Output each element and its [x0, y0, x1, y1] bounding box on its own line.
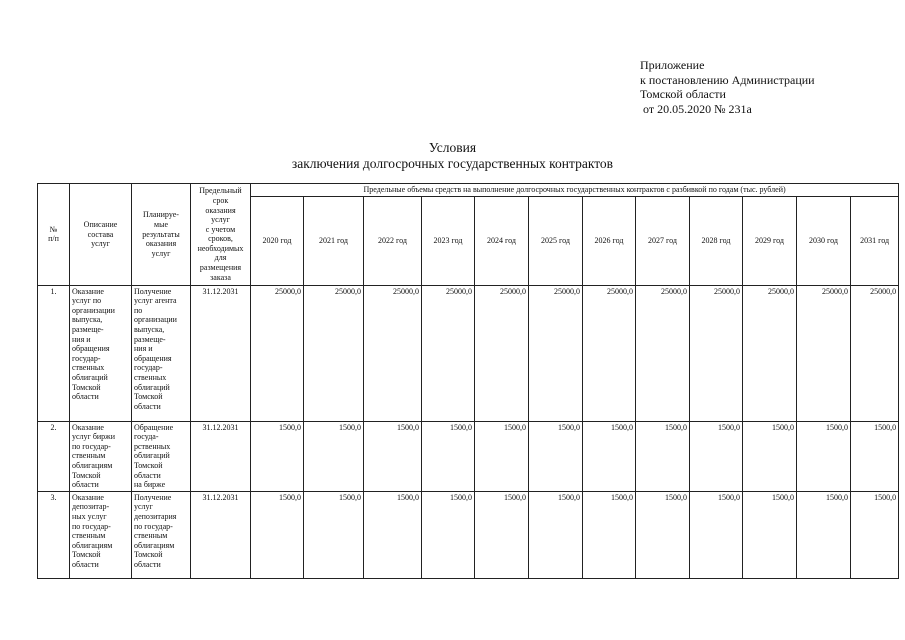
title-line-2: заключения долгосрочных государственных контрактов	[291, 156, 614, 171]
year-value-cell: 25000,0	[529, 285, 583, 421]
service-description: Оказание услуг по организации выпуска, размеще- ния и обращения государ- ственных облигаций Томской области	[70, 285, 132, 421]
year-value-cell: 25000,0	[636, 285, 690, 421]
year-value-cell: 1500,0	[743, 491, 797, 578]
header-year: 2025 год	[529, 196, 583, 285]
header-year: 2029 год	[743, 196, 797, 285]
title-line-1: Условия	[428, 140, 477, 155]
header-results: Планируе- мые результаты оказания услуг	[132, 184, 191, 286]
header-year: 2020 год	[251, 196, 304, 285]
header-year: 2023 год	[422, 196, 475, 285]
appendix-line: от 20.05.2020 № 231а	[640, 101, 752, 116]
year-value-cell: 25000,0	[583, 285, 636, 421]
header-num: № п/п	[38, 184, 70, 286]
year-value-cell: 25000,0	[475, 285, 529, 421]
table-row	[38, 285, 899, 421]
year-value-cell: 1500,0	[251, 491, 304, 578]
appendix-line: Приложение	[640, 58, 705, 72]
year-value-cell: 1500,0	[583, 421, 636, 491]
year-value-cell: 25000,0	[364, 285, 422, 421]
appendix-line: к постановлению Администрации	[640, 72, 815, 87]
year-value-cell: 1500,0	[475, 491, 529, 578]
year-value-cell: 1500,0	[422, 421, 475, 491]
year-value-cell: 1500,0	[304, 491, 364, 578]
header-deadline: Предельный срок оказания услуг с учетом сроков, необходимых для размещения заказа	[191, 184, 251, 286]
year-value-cell: 1500,0	[636, 491, 690, 578]
planned-results: Обращение госуда- рственных облигаций Томской области на бирже	[132, 421, 191, 491]
contracts-table	[37, 183, 899, 579]
year-value-cell: 1500,0	[529, 421, 583, 491]
deadline-cell: 31.12.2031	[191, 285, 251, 421]
year-value-cell: 25000,0	[851, 285, 899, 421]
header-year: 2030 год	[797, 196, 851, 285]
year-value-cell: 1500,0	[851, 491, 899, 578]
year-value-cell: 1500,0	[583, 491, 636, 578]
year-value-cell: 1500,0	[743, 421, 797, 491]
row-number: 3.	[38, 491, 70, 578]
header-year: 2024 год	[475, 196, 529, 285]
document-title	[0, 140, 905, 172]
header-year: 2028 год	[690, 196, 743, 285]
year-value-cell: 1500,0	[797, 421, 851, 491]
header-year: 2022 год	[364, 196, 422, 285]
year-value-cell: 1500,0	[364, 491, 422, 578]
year-value-cell: 1500,0	[529, 491, 583, 578]
year-value-cell: 25000,0	[304, 285, 364, 421]
table-row	[38, 491, 899, 578]
year-value-cell: 1500,0	[422, 491, 475, 578]
year-value-cell: 25000,0	[743, 285, 797, 421]
year-value-cell: 1500,0	[636, 421, 690, 491]
row-number: 1.	[38, 285, 70, 421]
year-value-cell: 1500,0	[690, 491, 743, 578]
appendix-note	[640, 58, 815, 116]
year-value-cell: 1500,0	[797, 491, 851, 578]
header-year: 2031 год	[851, 196, 899, 285]
deadline-cell: 31.12.2031	[191, 491, 251, 578]
table-row	[38, 421, 899, 491]
year-value-cell: 1500,0	[690, 421, 743, 491]
appendix-line: Томской области	[640, 87, 726, 101]
planned-results: Получение услуг агента по организации выпуска, размеще- ния и обращения государ- ственных облигаций Томской области	[132, 285, 191, 421]
deadline-cell: 31.12.2031	[191, 421, 251, 491]
year-value-cell: 1500,0	[851, 421, 899, 491]
year-value-cell: 25000,0	[422, 285, 475, 421]
header-year: 2021 год	[304, 196, 364, 285]
row-number: 2.	[38, 421, 70, 491]
header-volumes: Предельные объемы средств на выполнение долгосрочных государственных контрактов с разбивкой по годам (тыс. рублей)	[251, 184, 899, 197]
year-value-cell: 25000,0	[797, 285, 851, 421]
service-description: Оказание депозитар- ных услуг по государ- ственным облигациям Томской области	[70, 491, 132, 578]
year-value-cell: 1500,0	[364, 421, 422, 491]
service-description: Оказание услуг биржи по государ- ственным облигациям Томской области	[70, 421, 132, 491]
year-value-cell: 1500,0	[251, 421, 304, 491]
header-year: 2026 год	[583, 196, 636, 285]
year-value-cell: 1500,0	[304, 421, 364, 491]
planned-results: Получение услуг депозитария по государ- ственным облигациям Томской области	[132, 491, 191, 578]
year-value-cell: 25000,0	[690, 285, 743, 421]
header-year: 2027 год	[636, 196, 690, 285]
header-description: Описание состава услуг	[70, 184, 132, 286]
year-value-cell: 1500,0	[475, 421, 529, 491]
year-value-cell: 25000,0	[251, 285, 304, 421]
